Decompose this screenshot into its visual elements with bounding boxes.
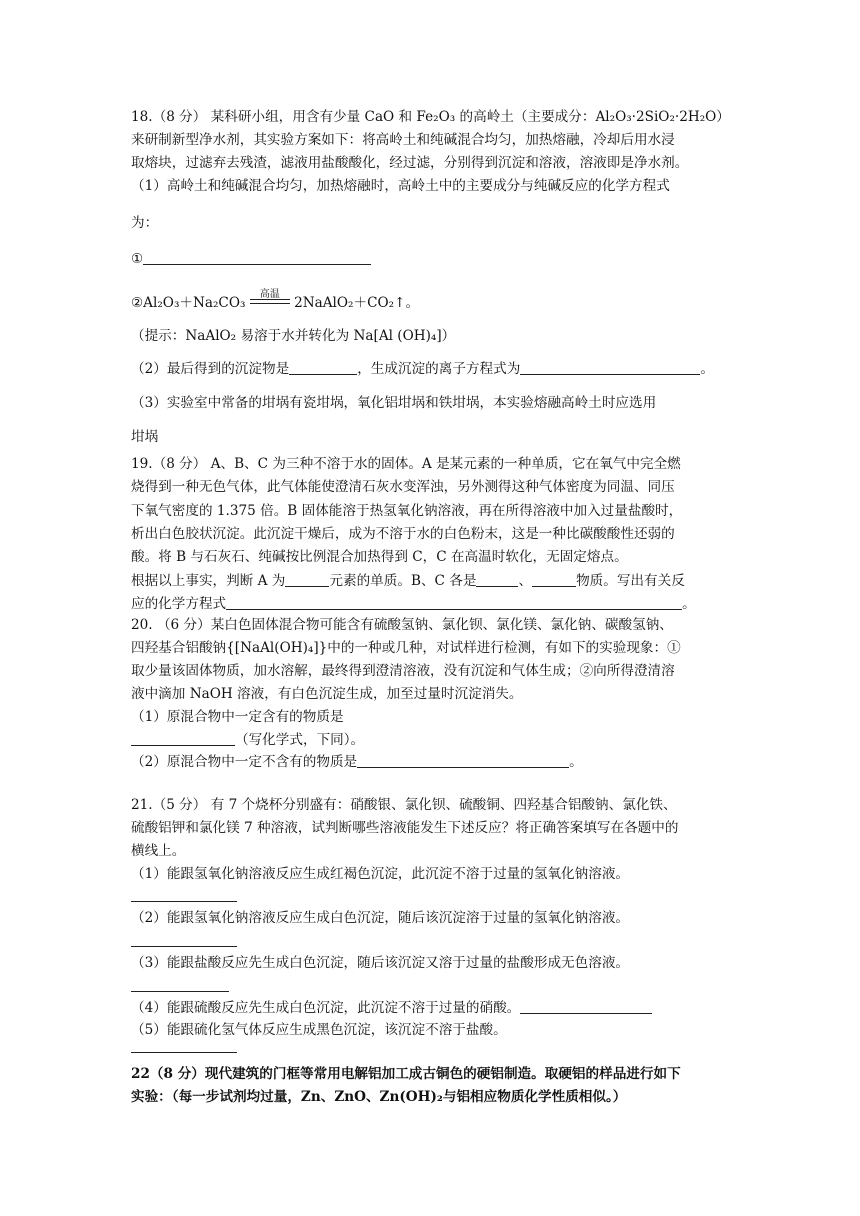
q21-line-2: 硫酸铝钾和氯化镁 7 种溶液，试判断哪些溶液能发生下述反应？将正确答案填写在各题中的: [131, 820, 679, 836]
q19-text-a: 根据以上事实，判断 A 为: [131, 573, 286, 589]
answer-blank[interactable]: [285, 572, 329, 587]
q18-circle-1: ①: [131, 251, 144, 267]
q18-sub3-line-2: 坩埚: [131, 429, 159, 445]
q20-line-3: 取少量该固体物质，加水溶解，最终得到澄清溶液，没有沉淀和气体生成；②向所得澄清溶: [131, 663, 675, 679]
answer-blank[interactable]: [520, 360, 700, 375]
q18-sub2-text-c: 。: [700, 361, 714, 377]
q20-line-1: 20. （6 分）某白色固体混合物可能含有硫酸氢钠、氯化钡、氯化镁、氯化钠、碳酸氢钠、: [131, 617, 673, 633]
q19-text-b: 元素的单质。B、C 各是: [329, 573, 477, 589]
answer-blank[interactable]: [520, 999, 652, 1014]
q19-line-7: [131, 593, 741, 616]
q21-sub2: （2）能跟氢氧化钠溶液反应生成白色沉淀，随后该沉淀溶于过量的氢氧化钠溶液。: [131, 910, 630, 926]
q19-line-6: [131, 570, 741, 593]
equation-left: ②Al₂O₃＋Na₂CO₃: [131, 295, 246, 311]
q18-hint: （提示：NaAlO₂ 易溶于水并转化为 Na[Al (OH)₄]）: [131, 328, 456, 344]
q21-sub3: （3）能跟盐酸反应先生成白色沉淀，随后该沉淀又溶于过量的盐酸形成无色溶液。: [131, 955, 630, 971]
q21-sub4-text: （4）能跟硫酸反应先生成白色沉淀，此沉淀不溶于过量的硝酸。: [131, 1000, 521, 1016]
q18-blank-1: [131, 248, 741, 271]
q18-equation: [131, 289, 741, 315]
answer-blank[interactable]: [532, 572, 576, 587]
q22-line-1: 22（8 分）现代建筑的门框等常用电解铝加工成古铜色的硬铝制造。取硬铝的样品进行如下: [131, 1066, 681, 1082]
q19-line-1: 19.（8 分） A、B、C 为三种不溶于水的固体。A 是某元素的一种单质，它在氧气中完全燃: [131, 456, 681, 472]
q18-sub2: [131, 358, 741, 381]
q20-line-4: 液中滴加 NaOH 溶液，有白色沉淀生成，加至过量时沉淀消失。: [131, 686, 523, 702]
answer-blank[interactable]: [476, 572, 518, 587]
q18-line-1: 18.（8 分） 某科研小组，用含有少量 CaO 和 Fe₂O₃ 的高岭土（主要成分：Al₂O₃·2SiO₂·2H₂O）: [131, 109, 730, 125]
q18-sub2-text-b: ，生成沉淀的离子方程式为: [357, 361, 521, 377]
q21-line-1: 21.（5 分） 有 7 个烧杯分别盛有：硝酸银、氯化钡、硫酸铜、四羟基合铝酸钠、氯化铁、: [131, 797, 677, 813]
q19-line-5: 酸。将 B 与石灰石、纯碱按比例混合加热得到 C，C 在高温时软化，无固定熔点。: [131, 549, 628, 565]
q21-sub1: （1）能跟氢氧化钠溶液反应生成红褐色沉淀，此沉淀不溶于过量的氢氧化钠溶液。: [131, 866, 630, 882]
q20-sub1-blank: [131, 729, 741, 752]
q19-text-e: 应的化学方程式: [131, 596, 227, 612]
q21-sub5: （5）能跟硫化氢气体反应生成黑色沉淀，该沉淀不溶于盐酸。: [131, 1022, 507, 1038]
q19-line-4: 析出白色胶状沉淀。此沉淀干燥后，成为不溶于水的白色粉末，这是一种比碳酸酸性还弱的: [131, 526, 675, 542]
equals-sign: [250, 289, 290, 309]
q20-sub1: （1）原混合物中一定含有的物质是: [131, 709, 344, 725]
equation-right: 2NaAlO₂＋CO₂↑。: [294, 295, 420, 311]
q19-text-f: 。: [682, 596, 696, 612]
q21-sub4: [131, 997, 741, 1020]
q20-sub2-text-b: 。: [569, 754, 583, 770]
answer-blank[interactable]: [131, 900, 237, 902]
q20-sub1-tail: （写化学式，下同）。: [235, 732, 365, 748]
q20-line-2: 四羟基合铝酸钠{[NaAl(OH)₄]}中的一种或几种，对试样进行检测，有如下的实验现象：①: [131, 640, 681, 656]
answer-blank[interactable]: [357, 753, 569, 768]
q19-text-c: 、: [518, 573, 533, 589]
answer-blank[interactable]: [131, 990, 229, 992]
q21-sub1-blank: [131, 892, 741, 902]
answer-blank[interactable]: [131, 1051, 237, 1053]
answer-blank[interactable]: [143, 250, 371, 265]
q19-text-d: 物质。写出有关反: [576, 573, 685, 589]
answer-blank[interactable]: [131, 731, 235, 746]
q18-line-2: 来研制新型净水剂，其实验方案如下：将高岭土和纯碱混合均匀，加热熔融，冷却后用水浸: [131, 132, 675, 148]
q20-sub2-text-a: （2）原混合物中一定不含有的物质是: [131, 754, 358, 770]
answer-blank[interactable]: [131, 945, 237, 947]
q20-sub2: [131, 751, 741, 774]
q19-line-2: 烧得到一种无色气体，此气体能使澄清石灰水变浑浊，另外测得这种气体密度为同温、同压: [131, 479, 675, 495]
answer-blank[interactable]: [289, 360, 357, 375]
q21-sub3-blank: [131, 982, 741, 992]
q21-line-3: 横线上。: [131, 843, 186, 859]
q18-sub1-line-2: 为：: [131, 215, 159, 231]
q22-line-2: 实验：（每一步试剂均过量，Zn、ZnO、Zn(OH)₂与铝相应物质化学性质相似。）: [131, 1089, 627, 1105]
q21-sub2-blank: [131, 937, 741, 947]
q18-sub3-line-1: （3）实验室中常备的坩埚有瓷坩埚，氧化铝坩埚和铁坩埚，本实验熔融高岭土时应选用: [131, 395, 657, 411]
answer-blank[interactable]: [226, 595, 682, 610]
q19-line-3: 下氧气密度的 1.375 倍。B 固体能溶于热氢氧化钠溶液，再在所得溶液中加入过量盐酸时，: [131, 503, 683, 519]
q18-sub2-text-a: （2）最后得到的沉淀物是: [131, 361, 290, 377]
q21-sub5-blank: [131, 1043, 741, 1053]
q18-line-3: 取熔块，过滤弃去残渣，滤液用盐酸酸化，经过滤，分别得到沉淀和溶液，溶液即是净水剂。: [131, 155, 689, 171]
q18-sub1-line-1: （1）高岭土和纯碱混合均匀，加热熔融时，高岭土中的主要成分与纯碱反应的化学方程式: [131, 178, 670, 194]
condition-label: 高温: [259, 289, 280, 300]
